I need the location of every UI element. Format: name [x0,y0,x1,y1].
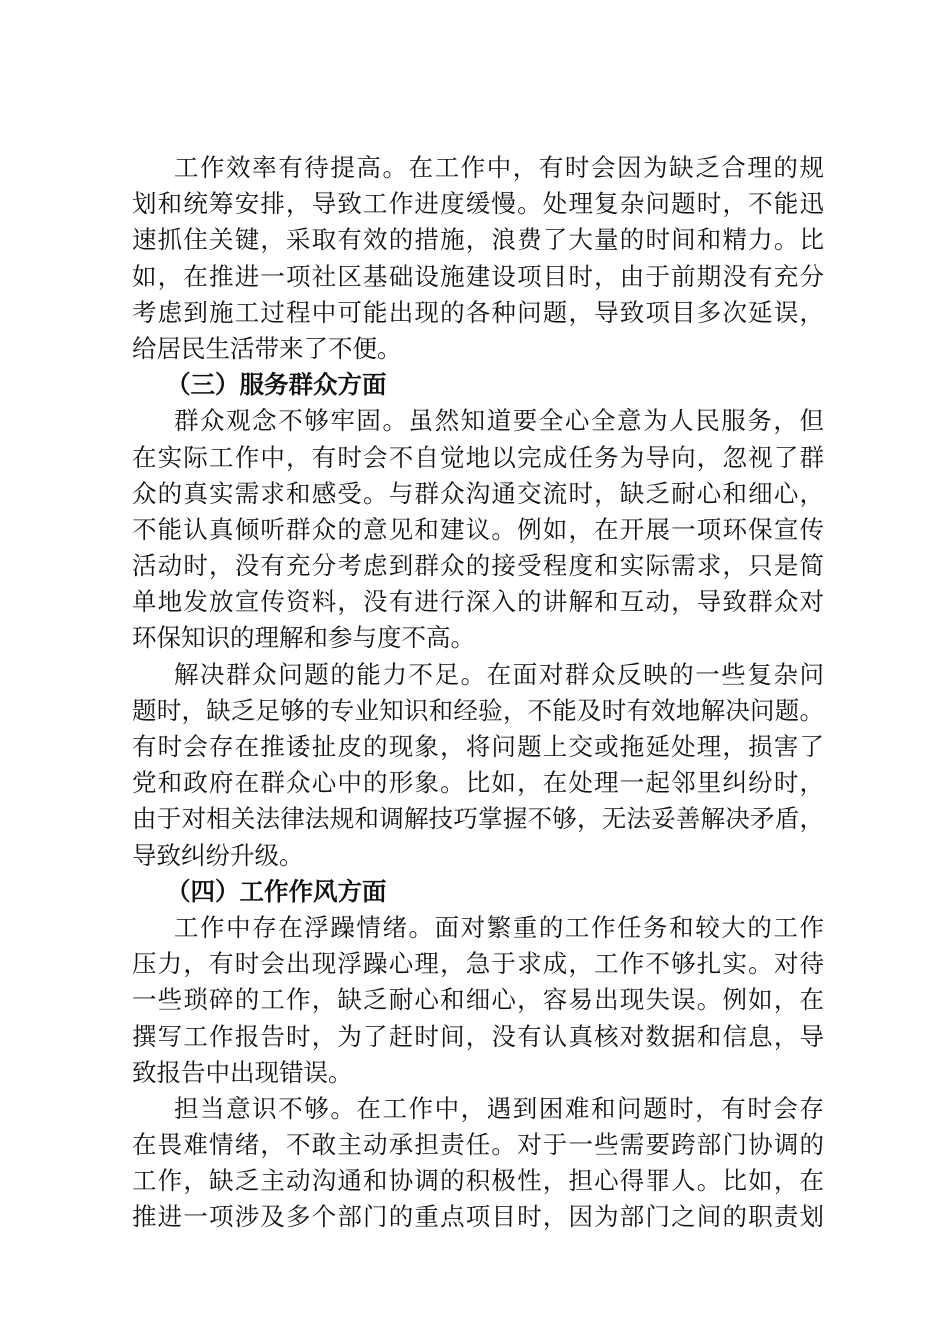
paragraph-line: 众的真实需求和感受。与群众沟通交流时，缺乏耐心和细心， [132,478,824,508]
paragraph-line: 解决群众问题的能力不足。在面对群众反映的一些复杂问 [174,659,824,689]
paragraph-line: 由于对相关法律法规和调解技巧掌握不够，无法妥善解决矛盾， [132,804,824,834]
paragraph-line: 不能认真倾听群众的意见和建议。例如，在开展一项环保宣传 [132,514,824,544]
paragraph-line: 题时，缺乏足够的专业知识和经验，不能及时有效地解决问题。 [132,695,824,725]
paragraph-line: 致报告中出现错误。 [132,1057,353,1087]
paragraph-line: 党和政府在群众心中的形象。比如，在处理一起邻里纠纷时， [132,768,824,798]
paragraph-line: 活动时，没有充分考虑到群众的接受程度和实际需求，只是简 [132,551,824,581]
paragraph-line: 推进一项涉及多个部门的重点项目时，因为部门之间的职责划 [132,1202,824,1232]
paragraph-line: 划和统筹安排，导致工作进度缓慢。处理复杂问题时，不能迅 [132,189,824,219]
paragraph-line: 单地发放宣传资料，没有进行深入的讲解和互动，导致群众对 [132,587,824,617]
paragraph-line: 如，在推进一项社区基础设施建设项目时，由于前期没有充分 [132,261,824,291]
paragraph-line: 给居民生活带来了不便。 [132,333,402,363]
paragraph-line: 考虑到施工过程中可能出现的各种问题，导致项目多次延误， [132,297,824,327]
paragraph-line: 工作效率有待提高。在工作中，有时会因为缺乏合理的规 [174,153,824,182]
paragraph-line: 工作，缺乏主动沟通和协调的积极性，担心得罪人。比如，在 [132,1166,824,1196]
paragraph-line: 撰写工作报告时，为了赶时间，没有认真核对数据和信息，导 [132,1021,824,1051]
section-heading: （三）服务群众方面 [166,370,387,400]
section-heading: （四）工作作风方面 [166,876,387,906]
paragraph-line: 在实际工作中，有时会不自觉地以完成任务为导向，忽视了群 [132,442,824,472]
paragraph-line: 群众观念不够牢固。虽然知道要全心全意为人民服务，但 [174,406,824,436]
paragraph-line: 有时会存在推诿扯皮的现象，将问题上交或拖延处理，损害了 [132,732,824,761]
paragraph-line: 担当意识不够。在工作中，遇到困难和问题时，有时会存 [174,1093,824,1123]
paragraph-line: 环保知识的理解和参与度不高。 [132,623,475,653]
document-body [132,150,824,1236]
paragraph-line: 导致纠纷升级。 [132,840,304,870]
paragraph-line: 速抓住关键，采取有效的措施，浪费了大量的时间和精力。比 [132,225,824,255]
paragraph-line: 一些琐碎的工作，缺乏耐心和细心，容易出现失误。例如，在 [132,985,824,1015]
paragraph-line: 工作中存在浮躁情绪。面对繁重的工作任务和较大的工作 [174,912,824,942]
paragraph-line: 压力，有时会出现浮躁心理，急于求成，工作不够扎实。对待 [132,949,824,979]
paragraph-line: 在畏难情绪，不敢主动承担责任。对于一些需要跨部门协调的 [132,1130,824,1160]
